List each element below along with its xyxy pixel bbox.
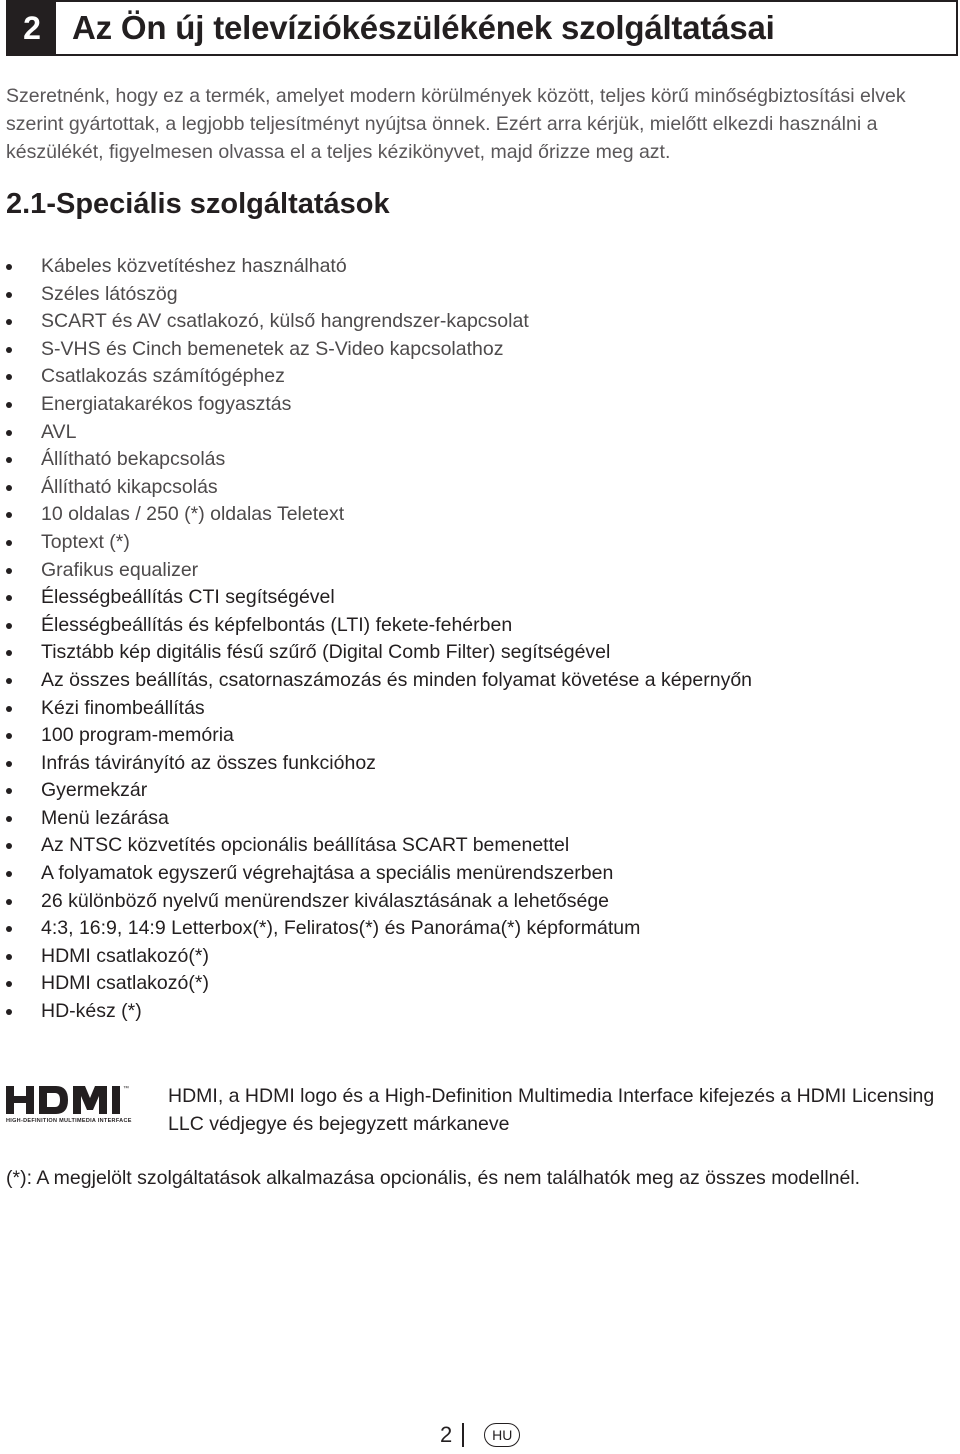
bullet-icon xyxy=(6,457,12,463)
language-badge: HU xyxy=(484,1423,520,1447)
feature-item xyxy=(6,888,946,916)
bullet-icon xyxy=(6,871,12,877)
bullet-icon xyxy=(6,374,12,380)
feature-label: Kézi finombeállítás xyxy=(41,696,205,719)
chapter-title: Az Ön új televíziókészülékének szolgáltatásai xyxy=(72,9,775,46)
feature-label: 4:3, 16:9, 14:9 Letterbox(*), Feliratos(*) és Panoráma(*) képformátum xyxy=(41,917,641,940)
feature-label: Az NTSC közvetítés opcionális beállítása SCART bemenettel xyxy=(41,834,570,857)
bullet-icon xyxy=(6,540,12,546)
feature-item xyxy=(6,336,946,364)
footnote: (*): A megjelölt szolgáltatások alkalmazása opcionális, és nem találhatók meg az összes modellnél. xyxy=(6,1167,861,1189)
feature-label: Toptext (*) xyxy=(41,530,130,553)
feature-item xyxy=(6,391,946,419)
feature-label: S-VHS és Cinch bemenetek az S-Video kapcsolathoz xyxy=(41,337,504,360)
page-number: 2 xyxy=(440,1422,453,1447)
bullet-icon xyxy=(6,595,12,601)
feature-label: Gyermekzár xyxy=(41,779,148,802)
feature-label: Széles látószög xyxy=(41,282,178,305)
bullet-icon xyxy=(6,347,12,353)
hdmi-trademark-text: HDMI, a HDMI logo és a High-Definition Multimedia Interface kifejezés a HDMI Licensing LLC védjegye és bejegyzett márkaneve xyxy=(168,1085,935,1135)
feature-label: Energiatakarékos fogyasztás xyxy=(41,392,292,415)
feature-item xyxy=(6,529,946,557)
bullet-icon xyxy=(6,733,12,739)
feature-item xyxy=(6,750,946,778)
feature-item xyxy=(6,253,946,281)
feature-label: SCART és AV csatlakozó, külső hangrendszer-kapcsolat xyxy=(41,310,529,333)
feature-label: AVL xyxy=(41,420,77,443)
feature-label: Kábeles közvetítéshez használható xyxy=(41,255,347,277)
feature-label: A folyamatok egyszerű végrehajtása a speciális menürendszerben xyxy=(41,862,614,885)
bullet-icon xyxy=(6,843,12,849)
feature-item xyxy=(6,584,946,612)
hdmi-logo-caption: HIGH-DEFINITION MULTIMEDIA INTERFACE xyxy=(6,1118,132,1124)
feature-label: 26 különböző nyelvű menürendszer kiválasztásának a lehetősége xyxy=(41,889,610,912)
bullet-icon xyxy=(6,264,12,270)
chapter-number: 2 xyxy=(8,2,56,54)
feature-label: HDMI csatlakozó(*) xyxy=(41,972,209,995)
bullet-icon xyxy=(6,761,12,767)
feature-label: Állítható kikapcsolás xyxy=(41,475,218,498)
feature-label: Tisztább kép digitális fésű szűrő (Digital Comb Filter) segítségével xyxy=(41,641,611,664)
footer-divider xyxy=(462,1423,464,1447)
hdmi-logo xyxy=(6,1082,138,1130)
bullet-icon xyxy=(6,430,12,436)
feature-item xyxy=(6,832,946,860)
bullet-icon xyxy=(6,402,12,408)
feature-label: Grafikus equalizer xyxy=(41,558,199,581)
bullet-icon xyxy=(6,292,12,298)
feature-item xyxy=(6,363,946,391)
bullet-icon xyxy=(6,899,12,905)
bullet-icon xyxy=(6,1009,12,1015)
feature-item xyxy=(6,419,946,447)
bullet-icon xyxy=(6,678,12,684)
bullet-icon xyxy=(6,816,12,822)
feature-label: HDMI csatlakozó(*) xyxy=(41,944,209,967)
feature-item xyxy=(6,501,946,529)
bullet-icon xyxy=(6,512,12,518)
feature-list xyxy=(6,253,946,1026)
bullet-icon xyxy=(6,706,12,712)
feature-item xyxy=(6,695,946,723)
feature-item xyxy=(6,612,946,640)
bullet-icon xyxy=(6,319,12,325)
feature-label: 100 program-memória xyxy=(41,724,234,747)
feature-item xyxy=(6,667,946,695)
bullet-icon xyxy=(6,650,12,656)
feature-label: 10 oldalas / 250 (*) oldalas Teletext xyxy=(41,503,345,526)
feature-item xyxy=(6,860,946,888)
feature-label: Élességbeállítás CTI segítségével xyxy=(41,586,335,609)
feature-label: Az összes beállítás, csatornaszámozás és minden folyamat követése a képernyőn xyxy=(41,668,753,691)
feature-label: HD-kész (*) xyxy=(41,1000,142,1023)
hdmi-notice xyxy=(6,1082,956,1158)
feature-item xyxy=(6,281,946,309)
feature-label: Infrás távirányító az összes funkcióhoz xyxy=(41,751,376,774)
bullet-icon xyxy=(6,788,12,794)
bullet-icon xyxy=(6,568,12,574)
feature-item xyxy=(6,943,946,971)
chapter-header xyxy=(6,0,958,56)
feature-label: Élességbeállítás és képfelbontás (LTI) fekete-fehérben xyxy=(41,613,513,636)
page-footer xyxy=(440,1422,520,1448)
feature-item xyxy=(6,308,946,336)
feature-item xyxy=(6,805,946,833)
bullet-icon xyxy=(6,926,12,932)
feature-label: Állítható bekapcsolás xyxy=(41,448,226,471)
section-title: 2.1-Speciális szolgáltatások xyxy=(6,188,390,220)
feature-item xyxy=(6,639,946,667)
feature-label: Menü lezárása xyxy=(41,806,169,829)
feature-item xyxy=(6,915,946,943)
feature-item xyxy=(6,474,946,502)
bullet-icon xyxy=(6,623,12,629)
feature-item xyxy=(6,777,946,805)
feature-item xyxy=(6,998,946,1026)
bullet-icon xyxy=(6,981,12,987)
bullet-icon xyxy=(6,954,12,960)
feature-item xyxy=(6,970,946,998)
bullet-icon xyxy=(6,485,12,491)
hdmi-logo-graphic xyxy=(6,1082,138,1118)
feature-item xyxy=(6,557,946,585)
intro-paragraph: Szeretnénk, hogy ez a termék, amelyet modern körülmények között, teljes körű minőségbiztosítási elvek szerint gyártottak, a legjobb teljesítményt nyújtsa önnek. Ezért arra kérjük, mielőtt elkezdi használni a készülékét, figyelmesen olvassa el a teljes kézikönyvet, majd őrizze meg azt. xyxy=(6,85,906,163)
feature-label: Csatlakozás számítógéphez xyxy=(41,365,285,388)
feature-item xyxy=(6,722,946,750)
feature-item xyxy=(6,446,946,474)
trademark-symbol: ™ xyxy=(123,1086,129,1092)
